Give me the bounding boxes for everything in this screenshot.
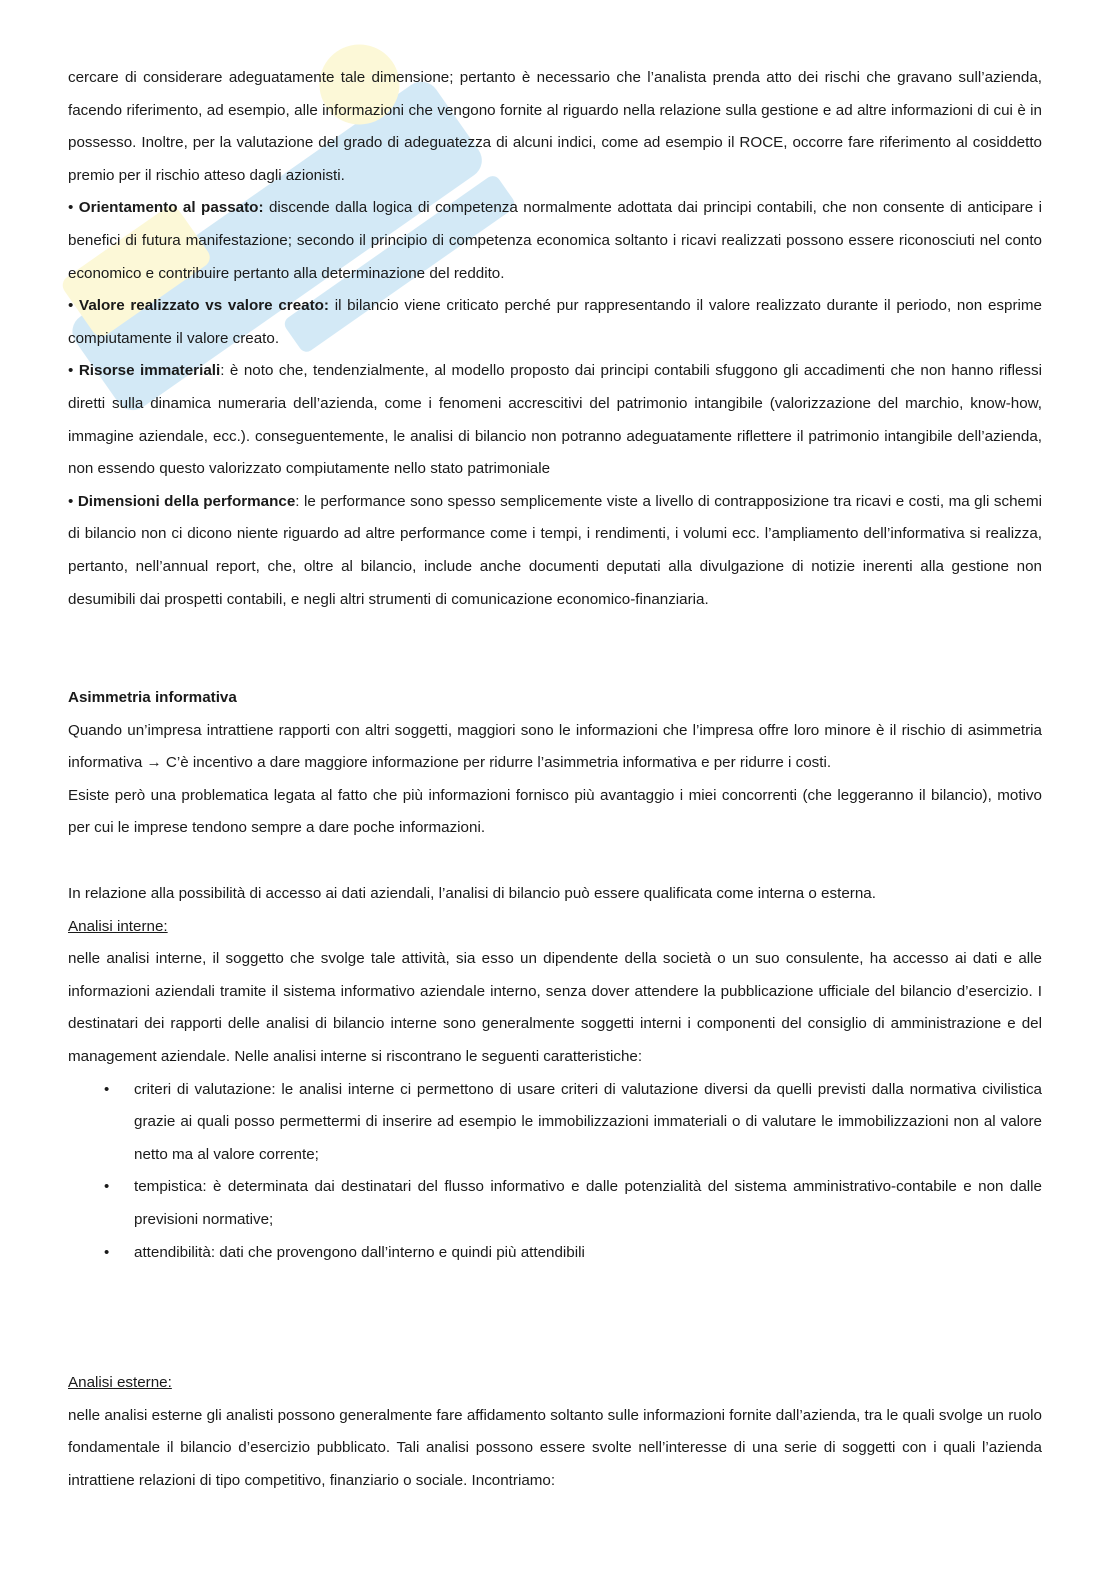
bullet-icon: • — [104, 1178, 110, 1196]
analisi-interne-heading — [68, 911, 1042, 944]
item-title: Valore realizzato vs valore creato: — [79, 297, 329, 315]
document-page — [68, 62, 1042, 1498]
arrow-right-icon: → — [146, 754, 162, 772]
list-item — [68, 486, 1042, 616]
item-text: : è noto che, tendenzialmente, al modello proposto dai principi contabili sfuggono gli accadimenti che non hanno riflessi diretti sulla dinamica numeraria dell’azienda, come i fenomeni accrescitivi del patrimonio intangibile (valorizzazione del marchio, know-how, immagine aziendale, ecc.). conseguentemente, le analisi di bilancio non potranno adeguatamente riflettere il patrimonio intangibile dell’azienda, non essendo questo valorizzato compiutamente nello stato patrimoniale — [68, 362, 1042, 478]
list-item — [68, 290, 1042, 355]
asimmetria-text-b: C’è incentivo a dare maggiore informazione per ridurre l’asimmetria informativa e per ridurre i costi. — [161, 754, 832, 772]
intro-paragraph: cercare di considerare adeguatamente tale dimensione; pertanto è necessario che l’analista prenda atto dei rischi che gravano sull’azienda, facendo riferimento, ad esempio, alle informazioni che vengono fornite al riguardo nella relazione sulla gestione e ad altre informazioni di cui è in possesso. Inoltre, per la valutazione del grado di adeguatezza di alcuni indici, come ad esempio il ROCE, occorre fare riferimento al cosiddetto premio per il rischio atteso dagli azionisti. — [68, 69, 1042, 184]
bullet-icon: • — [68, 297, 74, 315]
asimmetria-text-a: Quando un’impresa intrattiene rapporti con altri soggetti, maggiori sono le informazioni che l’impresa offre loro minore è il rischio di asimmetria informativa — [68, 721, 1042, 772]
asimmetria-paragraph-2: Esiste però una problematica legata al fatto che più informazioni fornisco più avantaggio i miei concorrenti (che leggeranno il bilancio), motivo per cui le imprese tendono sempre a dare poche informazioni. — [68, 786, 1042, 837]
item-text: discende dalla logica di competenza normalmente adottata dai principi contabili, che non consente di anticipare i benefici di futura manifestazione; secondo il principio di competenza economica soltanto i ricavi realizzati possono essere riconosciuti nel conto economico e contribuire pertanto alla determinazione del reddito. — [68, 199, 1042, 282]
list-item — [68, 192, 1042, 290]
asimmetria-paragraph-1 — [68, 715, 1042, 780]
analisi-interne-paragraph: nelle analisi interne, il soggetto che svolge tale attività, sia esso un dipendente della società o un suo consulente, ha accesso ai dati e alle informazioni aziendali tramite il sistema informativo aziendale interno, senza dover attendere la pubblicazione ufficiale del bilancio d’esercizio. I destinatari dei rapporti delle analisi di bilancio interne sono generalmente soggetti interni i componenti del consiglio di amministrazione e del management aziendale. Nelle analisi interne si riscontrano le seguenti caratteristiche: — [68, 950, 1042, 1066]
list-item — [68, 1237, 1042, 1270]
item-title: Risorse immateriali — [78, 362, 221, 380]
analisi-esterne-paragraph: nelle analisi esterne gli analisti possono generalmente fare affidamento soltanto sulle informazioni fornite dall’azienda, tra le quali svolge un ruolo fondamentale il bilancio d’esercizio pubblicato. Tali analisi possono essere svolte nell’interesse di una serie di soggetti con i quali l’azienda intrattiene relazioni di tipo competitivo, finanziario o sociale. Incontriamo: — [68, 1406, 1042, 1489]
analisi-esterne-heading-text: Analisi esterne: — [68, 1374, 172, 1392]
item-title: Orientamento al passato: — [78, 199, 264, 217]
list-item-text: tempistica: è determinata dai destinatari del flusso informativo e dalle potenzialità del sistema amministrativo-contabile e non dalle previsioni normative; — [134, 1178, 1042, 1228]
item-text: : le performance sono spesso semplicemente viste a livello di contrapposizione tra ricavi e costi, ma gli schemi di bilancio non ci dicono niente riguardo ad altre performance come i tempi, i rendimenti, i volumi ecc. l’ampliamento dell’informativa si realizza, pertanto, nell’annual report, che, oltre al bilancio, include anche documenti deputati alla divulgazione di notizie inerenti alla gestione non desumibili dai prospetti contabili, e negli altri strumenti di comunicazione economico-finanziaria. — [68, 492, 1042, 608]
bullet-icon: • — [68, 199, 74, 217]
list-item — [68, 1171, 1042, 1236]
list-item — [68, 355, 1042, 485]
bullet-icon: • — [104, 1243, 110, 1261]
bullet-icon: • — [104, 1080, 110, 1098]
list-item-text: criteri di valutazione: le analisi interne ci permettono di usare criteri di valutazione diversi da quelli previsti dalla normativa civilistica grazie ai quali posso permettermi di inserire ad esempio le immobilizzazioni immateriali o di valutare le immobilizzazioni non al valore netto ma al valore corrente; — [134, 1080, 1042, 1163]
list-item — [68, 1074, 1042, 1172]
bullet-icon: • — [68, 362, 74, 380]
caratteristiche-list — [68, 1074, 1042, 1270]
analisi-esterne-heading — [68, 1367, 1042, 1400]
list-item-text: attendibilità: dati che provengono dall’interno e quindi più attendibili — [134, 1243, 585, 1261]
analisi-interne-heading-text: Analisi interne: — [68, 917, 168, 935]
item-text: il bilancio viene criticato perché pur rappresentando il valore realizzato durante il periodo, non esprime compiutamente il valore creato. — [68, 297, 1042, 347]
item-title: Dimensioni della performance — [77, 492, 296, 510]
bullet-icon: • — [68, 492, 74, 510]
accesso-paragraph: In relazione alla possibilità di accesso ai dati aziendali, l’analisi di bilancio può essere qualificata come interna o esterna. — [68, 885, 876, 903]
asimmetria-heading: Asimmetria informativa — [68, 689, 237, 707]
